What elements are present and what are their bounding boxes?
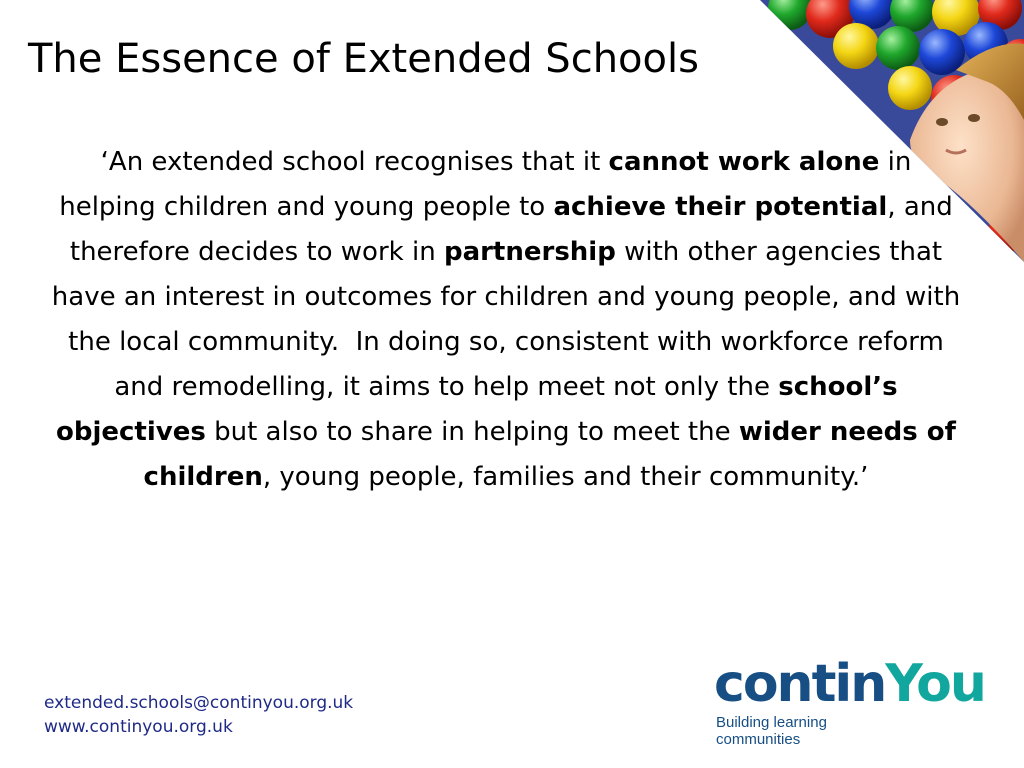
quote-text: , young people, families and their community.’ — [262, 462, 869, 492]
quote-emphasis: achieve their potential — [553, 192, 888, 222]
quote-emphasis: school’s objectives — [56, 372, 898, 447]
logo-word-accent: You — [885, 654, 985, 714]
quote-text: but also to share in helping to meet the — [205, 417, 739, 447]
contact-website[interactable]: www.continyou.org.uk — [44, 717, 233, 737]
contact-info — [44, 691, 353, 739]
quote-emphasis: wider needs of children — [143, 417, 956, 492]
logo-wordmark — [714, 652, 985, 716]
logo-word-main: contin — [714, 654, 886, 714]
quote-text: with other agencies that have an interest in outcomes for children and young people, and with the local community. In doing so, consistent with workforce reform and remodelling, it aims to help meet not only the — [51, 237, 961, 402]
logo-tagline — [716, 714, 827, 748]
quote-emphasis: partnership — [443, 237, 616, 267]
contact-email[interactable]: extended.schools@continyou.org.uk — [44, 693, 354, 713]
continyou-logo — [714, 650, 985, 755]
quote-emphasis: cannot work alone — [608, 147, 880, 177]
logo-tagline-line2: communities — [716, 731, 801, 748]
quote-text: , and therefore decides to work in — [69, 192, 953, 267]
quote-text: ‘An extended school recognises that it — [100, 147, 609, 177]
ball-pit-child-photo — [760, 0, 1024, 262]
logo-tagline-line1: Building learning — [716, 714, 827, 731]
quote-text: in helping children and young people to — [59, 147, 912, 222]
slide-title: The Essence of Extended Schools — [28, 36, 699, 82]
